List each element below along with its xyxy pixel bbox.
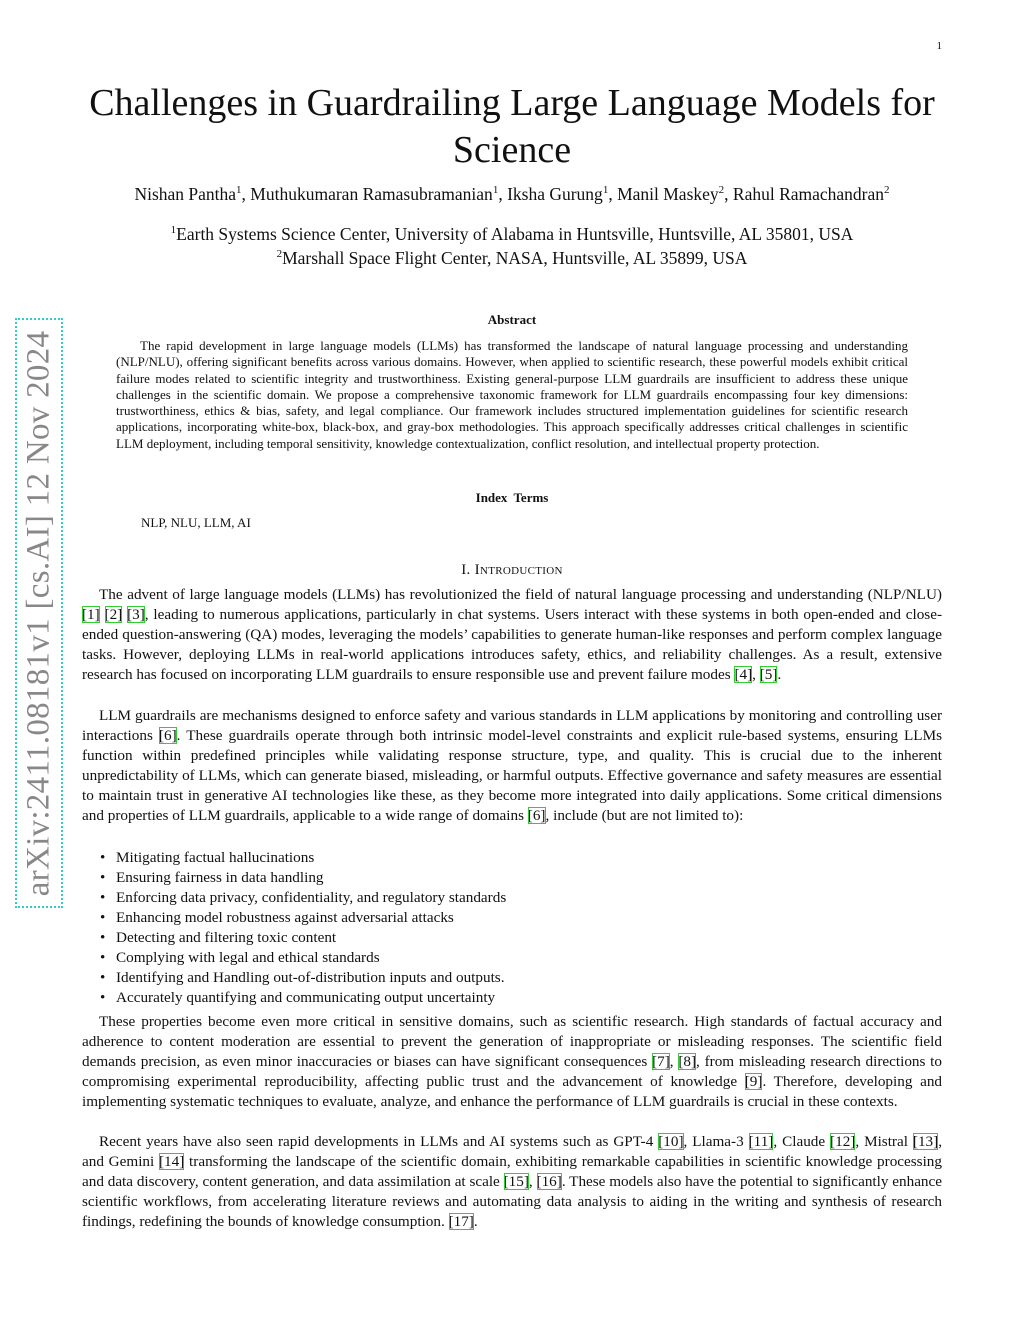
intro-paragraph-2: LLM guardrails are mechanisms designed to enforce safety and various standards in LLM applications by monitoring and controlling user interactions [6]. These guardrails operate through both intrinsic model-level constraints and explicit rule-based systems, ensuring LLMs function within predefined principles while validating response structure, type, and quality. This is crucial due to the inherent unpredictability of LLMs, which can generate biased, misleading, or harmful outputs. Effective governance and safety measures are essential to maintain trust in generative AI technologies like these, as they become more integrated into daily applications. Some critical dimensions and properties of LLM guardrails, applicable to a wide range of domains [6], include (but are not limited to):	[82, 707, 942, 824]
arxiv-identifier: arXiv:2411.08181v1 [cs.AI] 12 Nov 2024	[20, 330, 57, 896]
citation-link[interactable]: [16]	[536, 1173, 562, 1190]
citation-link[interactable]: [4]	[734, 666, 753, 683]
list-item: • Detecting and filtering toxic content	[82, 928, 942, 948]
list-item: • Ensuring fairness in data handling	[82, 868, 942, 888]
list-item: • Complying with legal and ethical standards	[82, 948, 942, 968]
citation-link[interactable]: [7]	[652, 1053, 670, 1070]
affiliation-1: $^1$Earth Systems Science Center, University of Alabama in Huntsville, Huntsville, AL 35801, USA	[170, 224, 854, 244]
intro-paragraph-4: Recent years have also seen rapid developments in LLMs and AI systems such as GPT-4 [10], Llama-3 [11], Claude [12], Mistral [13], and Gemini [14] transforming the landscape of the scientific domain, exhibiting remarkable capabilities in scientific knowledge processing and data discovery, content generation, and data assimilation at scale [15], [16]. These models also have the potential to significantly enhance scientific workflows, from accelerating literature reviews and automating data analysis to aiding in the writing and synthesis of research findings, redefining the bounds of knowledge consumption. [17].	[82, 1133, 943, 1230]
index-terms: NLP, NLU, LLM, AI	[141, 515, 251, 530]
citation-link[interactable]: [13]	[912, 1133, 939, 1150]
author-name: Nishan Pantha$^1$	[134, 184, 242, 204]
citation-link[interactable]: [6]	[527, 807, 546, 824]
list-item: • Enforcing data privacy, confidentiality, and regulatory standards	[82, 888, 942, 908]
citation-link[interactable]: [6]	[158, 727, 177, 744]
paper-title: Challenges in Guardrailing Large Language Models for Science	[89, 82, 935, 171]
citation-link[interactable]: [5]	[759, 666, 778, 683]
citation-link[interactable]: [3]	[127, 606, 145, 623]
intro-paragraph-1: The advent of large language models (LLMs) has revolutionized the field of natural language processing and understanding (NLP/NLU) [1] [2] [3], leading to numerous applications, particularly in chat systems. Users interact with these systems in both open-ended and close-ended question-answering (QA) modes, leveraging the models’ capabilities to generate human-like responses and perform complex language tasks. However, deploying LLMs in real-world applications introduces safety, ethics, and reliability challenges. As a result, extensive research has focused on incorporating LLM guardrails to ensure responsible use and prevent failure modes [4], [5].	[82, 586, 943, 683]
page-number: 1	[936, 40, 942, 52]
author-list: Nishan Pantha$^1$, Muthukumaran Ramasubramanian$^1$, Iksha Gurung$^1$, Manil Maskey$^2$, Rahul Ramachandran$^2$	[134, 184, 890, 204]
abstract-text: The rapid development in large language models (LLMs) has transformed the landscape of natural language processing and understanding (NLP/NLU), offering significant benefits across various domains. However, when applied to scientific research, these powerful models exhibit critical failure modes related to scientific integrity and trustworthiness. Existing general-purpose LLM guardrails are insufficient to address these unique challenges in the scientific domain. We propose a comprehensive taxonomic framework for LLM guardrails encompassing four key dimensions: trustworthiness, ethics & bias, safety, and legal compliance. Our framework includes structured implementation guidelines for scientific research applications, incorporating white-box, black-box, and gray-box methodologies. This approach specifically addresses critical challenges in scientific LLM deployment, including temporal sensitivity, knowledge contextualization, conflict resolution, and intellectual property protection.	[116, 338, 908, 451]
list-item: • Accurately quantifying and communicating output uncertainty	[82, 988, 942, 1008]
citation-link[interactable]: [12]	[830, 1133, 856, 1150]
citation-link[interactable]: [8]	[678, 1053, 697, 1070]
citation-link[interactable]: [14]	[158, 1153, 185, 1170]
section-heading: I. Introduction	[461, 562, 563, 578]
index-terms-heading: Index Terms	[475, 490, 549, 505]
author-name: Manil Maskey$^2$	[617, 184, 725, 204]
citation-link[interactable]: [10]	[658, 1133, 684, 1150]
author-name: Iksha Gurung$^1$	[507, 184, 609, 204]
citation-link[interactable]: [17]	[448, 1213, 474, 1230]
list-item: • Enhancing model robustness against adversarial attacks	[82, 908, 942, 928]
guardrail-properties-list	[82, 848, 942, 1008]
affiliations	[60, 222, 964, 270]
affiliation-2: $^2$Marshall Space Flight Center, NASA, Huntsville, AL 35899, USA	[276, 248, 748, 268]
citation-link[interactable]: [15]	[503, 1173, 529, 1190]
citation-link[interactable]: [1]	[82, 606, 100, 623]
list-item: • Mitigating factual hallucinations	[82, 848, 942, 868]
author-name: Rahul Ramachandran$^2$	[732, 184, 890, 204]
author-name: Muthukumaran Ramasubramanian$^1$	[250, 184, 499, 204]
citation-link[interactable]: [9]	[744, 1073, 763, 1090]
citation-link[interactable]: [11]	[748, 1133, 774, 1150]
citation-link[interactable]: [2]	[104, 606, 123, 623]
abstract-heading: Abstract	[487, 312, 537, 327]
intro-paragraph-3: These properties become even more critical in sensitive domains, such as scientific research. High standards of factual accuracy and adherence to content moderation are essential to prevent the generation of inappropriate or misleading responses. The scientific field demands precision, as even minor inaccuracies or biases can have significant consequences [7], [8], from misleading research directions to compromising experimental reproducibility, affecting public trust and the advancement of knowledge [9]. Therefore, developing and implementing systematic techniques to evaluate, analyze, and enhance the performance of LLM guardrails is crucial in these contexts.	[82, 1013, 943, 1110]
list-item: • Identifying and Handling out-of-distribution inputs and outputs.	[82, 968, 942, 988]
arxiv-stamp[interactable]	[15, 318, 63, 908]
